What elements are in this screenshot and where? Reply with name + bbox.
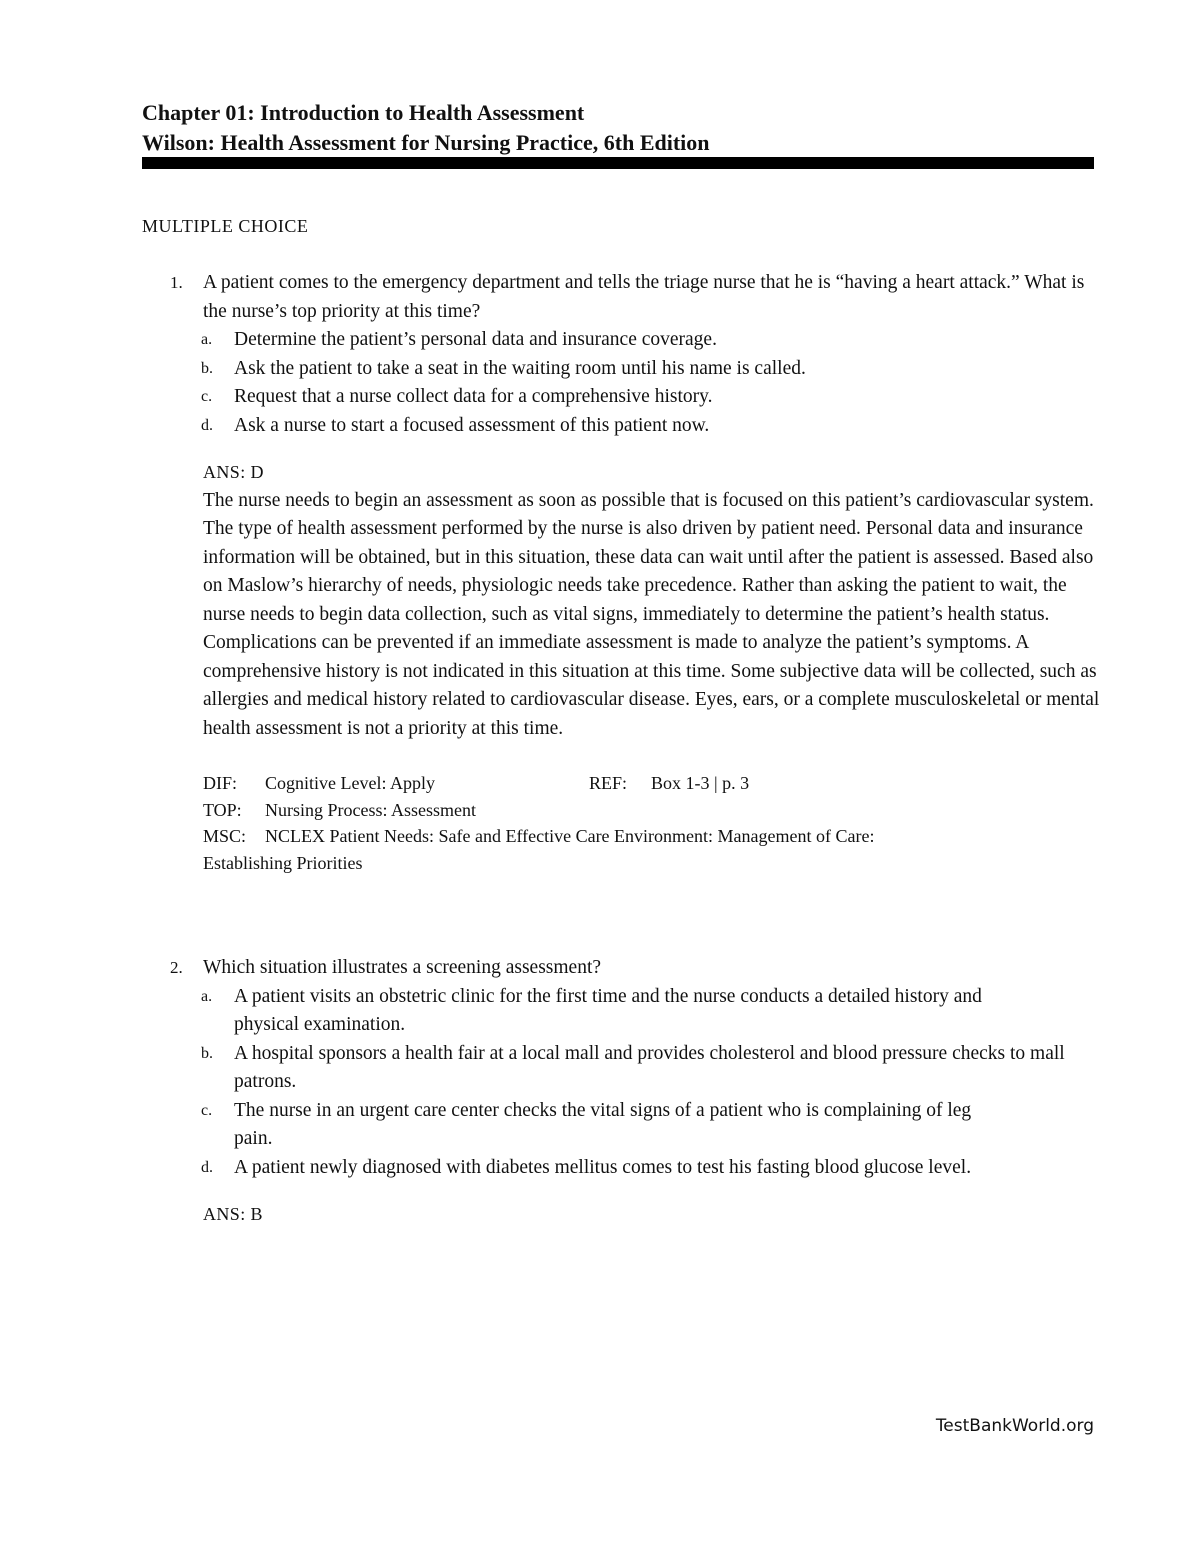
header-rule [142, 157, 1094, 169]
answer-key: ANS: B [203, 1204, 263, 1224]
question-number: 1. [170, 273, 183, 292]
ref-field [589, 770, 749, 797]
option-letter: c. [201, 388, 213, 405]
ref-value: Box 1-3 | p. 3 [651, 773, 750, 793]
option-letter: b. [201, 359, 213, 377]
top-value: Nursing Process: Assessment [265, 799, 476, 820]
option-a [142, 326, 1102, 355]
option-letter: d. [201, 416, 213, 434]
option-c [142, 383, 1102, 412]
option-text: A patient visits an obstetric clinic for the first time and the nurse conducts a detailed history and physical examination. [234, 985, 982, 1035]
options-list [142, 983, 1102, 1183]
meta-row-msc-cont [203, 850, 1102, 877]
option-d [142, 1154, 1054, 1183]
meta-row-dif [203, 770, 1102, 797]
question-number: 2. [170, 958, 183, 977]
option-letter: c. [201, 1101, 213, 1119]
option-text: Determine the patient’s personal data and insurance coverage. [234, 329, 717, 350]
option-letter: d. [201, 1158, 213, 1176]
option-a [142, 983, 994, 1040]
meta-row-top [203, 797, 1102, 824]
top-label: TOP: [203, 799, 242, 820]
option-letter: b. [201, 1044, 213, 1062]
question-stem [142, 269, 1102, 326]
options-list [142, 326, 1102, 440]
dif-label: DIF: [203, 773, 238, 793]
option-letter: a. [201, 331, 213, 348]
msc-value: NCLEX Patient Needs: Safe and Effective Care Environment: Management of Care: [265, 826, 875, 846]
option-text: A patient newly diagnosed with diabetes mellitus comes to test his fasting blood glucose level. [234, 1156, 972, 1178]
question-2 [142, 954, 1102, 1229]
option-b [142, 1040, 1074, 1097]
option-text: The nurse in an urgent care center checks the vital signs of a patient who is complaining of leg pain. [234, 1099, 972, 1149]
option-text: A hospital sponsors a health fair at a local mall and provides cholesterol and blood pressure checks to mall patrons. [234, 1042, 1065, 1092]
question-1 [142, 269, 1102, 876]
option-letter: a. [201, 987, 213, 1005]
rationale: The nurse needs to begin an assessment as soon as possible that is focused on this patient’s cardiovascular system. The type of health assessment performed by the nurse is also driven by patient need. Personal data and insurance information will be obtained, but in this situation, these data can wait until after the patient is assessed. Based also on Maslow’s hierarchy of needs, physiologic needs take precedence. Rather than asking the patient to wait, the nurse needs to begin data collection, such as vital signs, immediately to determine the patient’s health status. Complications can be prevented if an immediate assessment is made to analyze the patient’s symptoms. A comprehensive history is not indicated in this situation at this time. Some subjective data will be collected, such as allergies and medical history related to cardiovascular disease. Eyes, ears, or a complete musculoskeletal or mental health assessment is not a priority at this time. [203, 489, 1100, 739]
answer-key: ANS: D [203, 462, 264, 482]
option-d [142, 412, 1102, 441]
option-text: Ask a nurse to start a focused assessment of this patient now. [234, 414, 710, 436]
option-text: Request that a nurse collect data for a comprehensive history. [234, 386, 713, 407]
option-b [142, 355, 1102, 384]
meta-row-msc [203, 823, 1102, 850]
chapter-title: Chapter 01: Introduction to Health Assessment [142, 100, 585, 125]
option-text: Ask the patient to take a seat in the waiting room until his name is called. [234, 357, 806, 379]
question-stem [142, 954, 1102, 983]
question-metadata [142, 770, 1102, 876]
msc-label: MSC: [203, 826, 247, 846]
dif-value: Cognitive Level: Apply [265, 773, 435, 793]
question-text: A patient comes to the emergency department and tells the triage nurse that he is “having a heart attack.” What is the nurse’s top priority at this time? [203, 272, 1085, 322]
question-text: Which situation illustrates a screening assessment? [203, 957, 602, 978]
option-c [142, 1097, 994, 1154]
document-header [142, 98, 1094, 158]
section-title: MULTIPLE CHOICE [142, 216, 309, 236]
msc-value-continued: Establishing Priorities [203, 852, 363, 873]
book-title: Wilson: Health Assessment for Nursing Practice, 6th Edition [142, 130, 710, 155]
footer-watermark: TestBankWorld.org [935, 1416, 1094, 1436]
ref-label: REF: [589, 773, 628, 793]
